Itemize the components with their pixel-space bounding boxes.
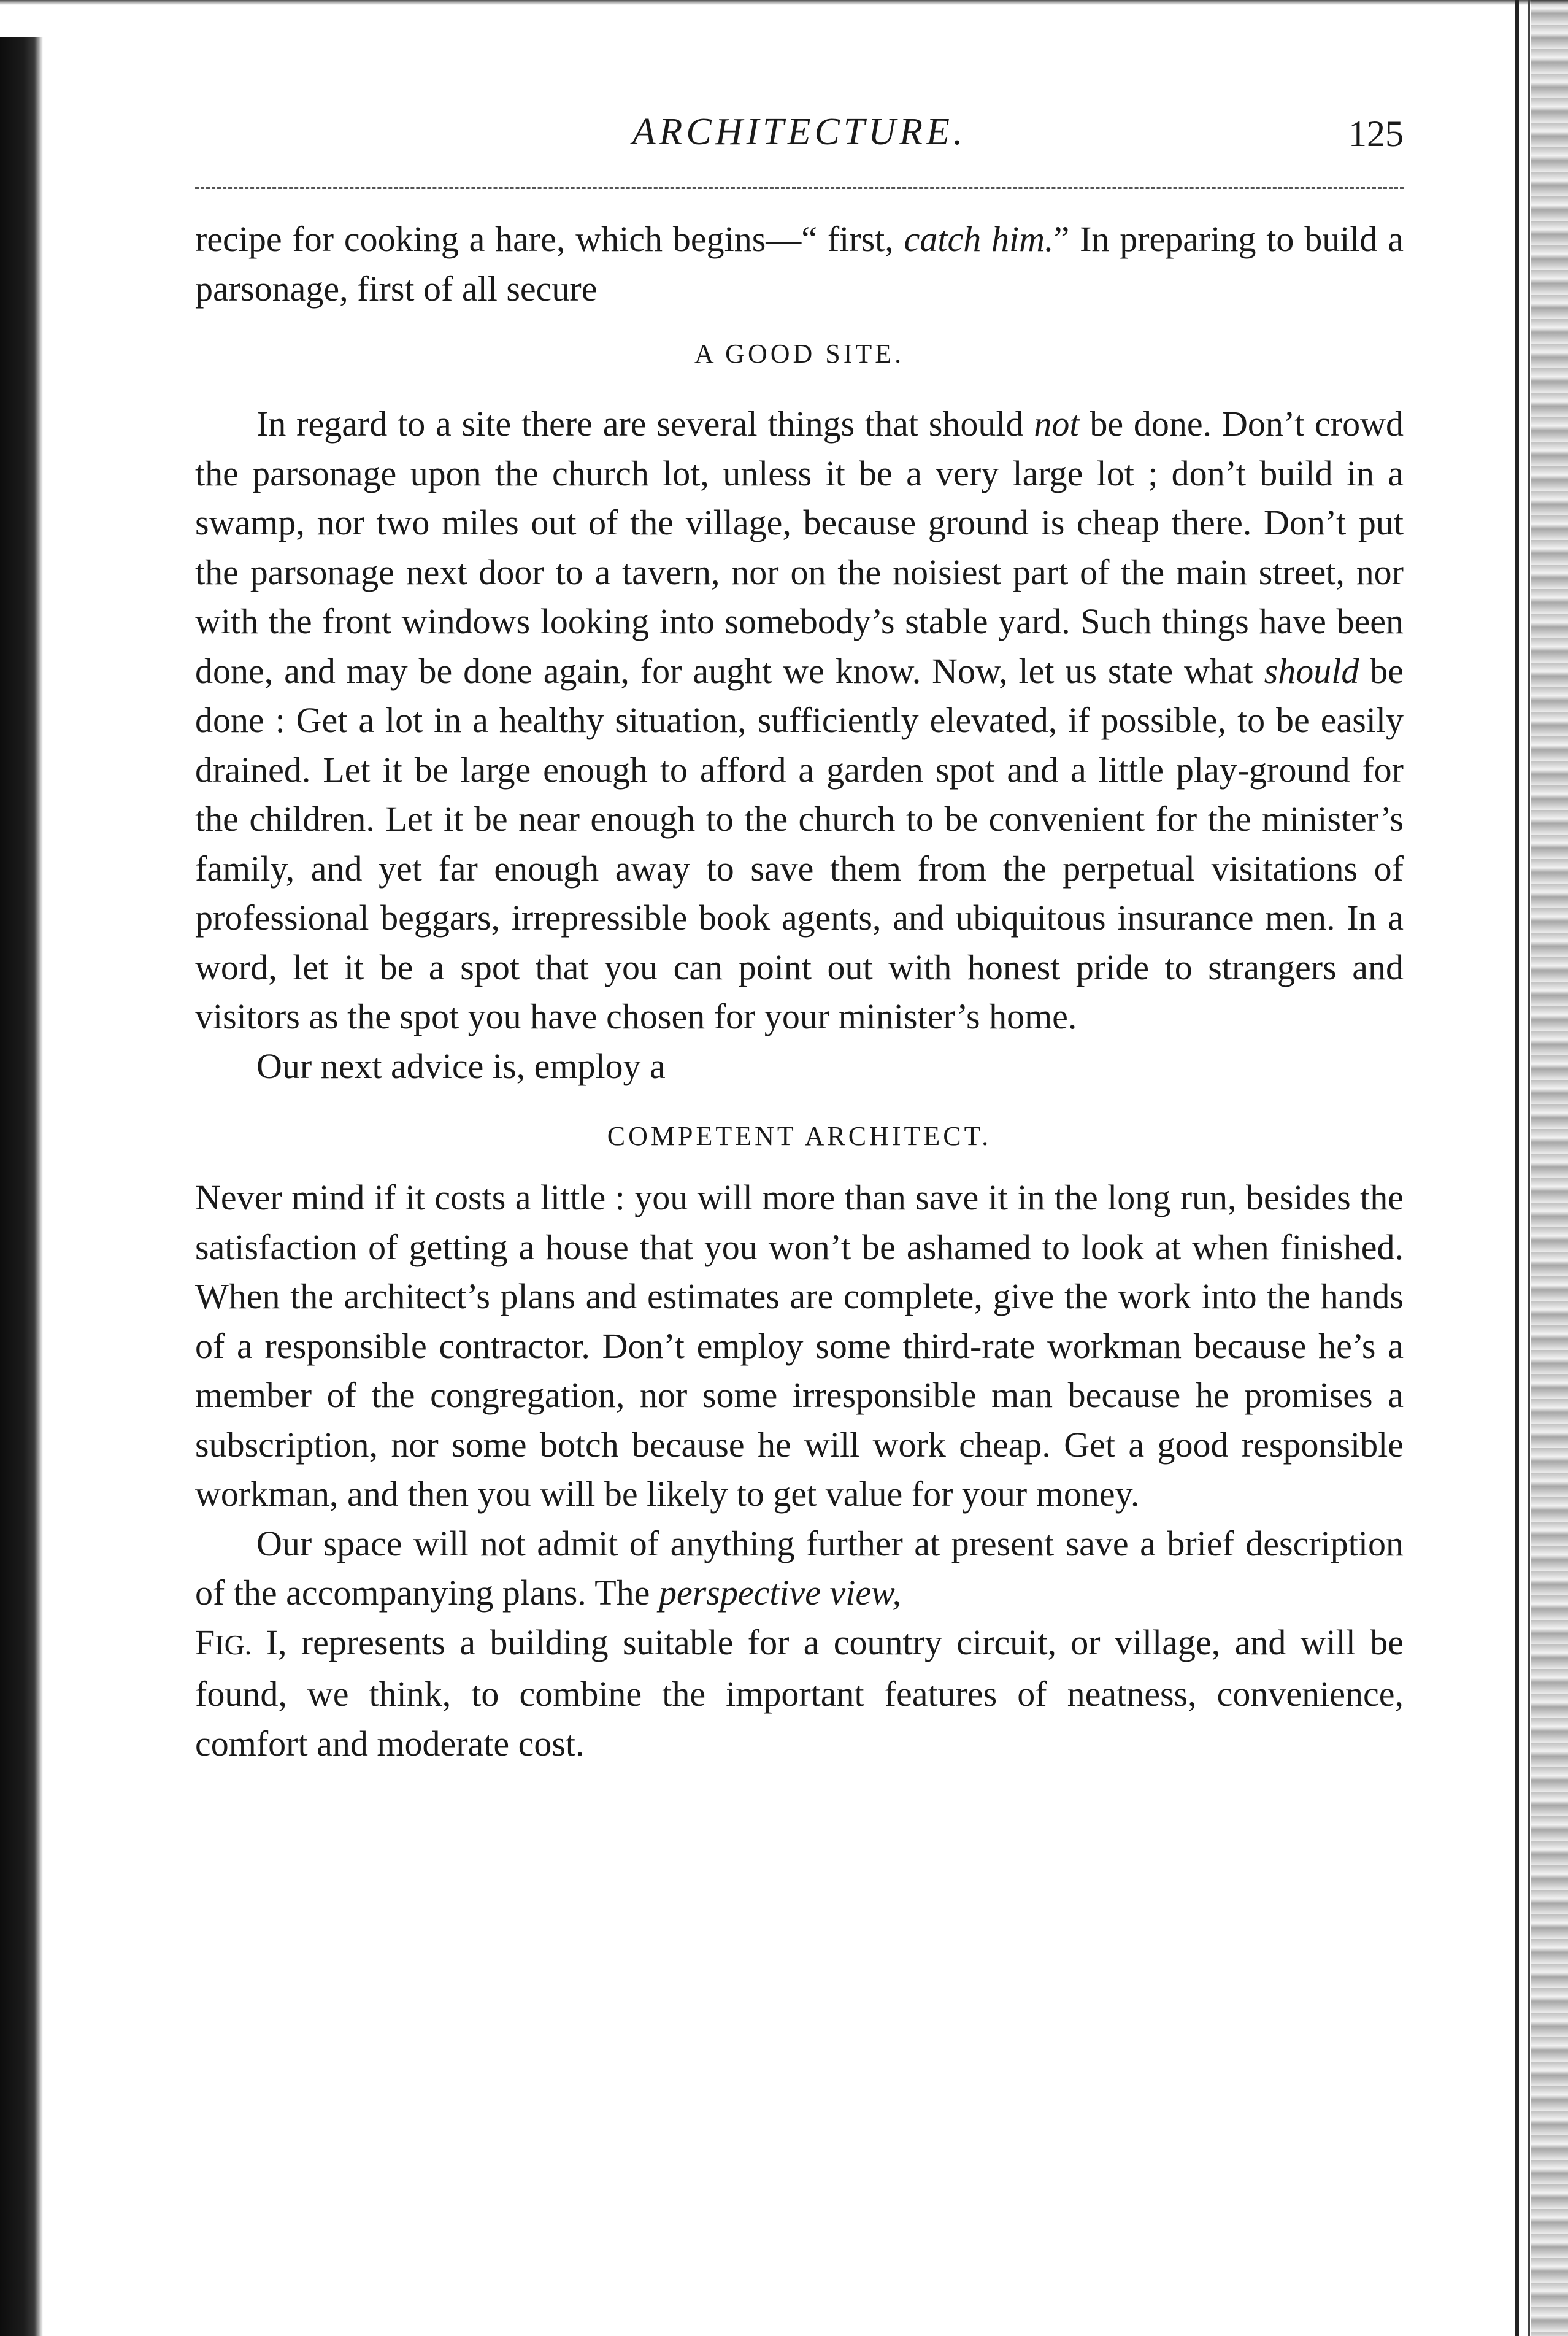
figure-ref-first: F xyxy=(195,1622,215,1662)
figure-ref-rest: IG. xyxy=(215,1629,252,1660)
section-heading-good-site: A GOOD SITE. xyxy=(694,339,905,369)
paragraph-opening-text-a: recipe for cooking a hare, which begins—“ first, xyxy=(195,219,904,259)
scan-binding-edge xyxy=(0,37,43,2336)
paragraph-site-italic-should: should xyxy=(1264,650,1359,691)
scan-top-edge xyxy=(0,0,1568,5)
paragraph-plans-text-d: I, represents a building suitable for a country circuit, or village, and will be found, we think, to combine the important features of neatness, convenience, comfort and moderate cost. xyxy=(195,1622,1404,1764)
paragraph-site-text-e: be done : Get a lot in a healthy situation, sufficiently elevated, if possible, to be easily drained. Let it be large enough to afford a garden spot and a little play-ground for the children. Let it be near enough to the church to be convenient for the minister’s family, and yet far enough away to save them from the perpetual visitations of professional beggars, irrepressible book agents, and ubiquitous insurance men. In a word, let it be a spot that you can point out with honest pride to strangers and visitors as the spot you have chosen for your minister’s home. xyxy=(195,650,1404,1036)
paragraph-next-advice: Our next advice is, employ a xyxy=(256,1046,666,1086)
paragraph-opening xyxy=(195,215,1404,314)
paragraph-plans xyxy=(195,1519,1404,1769)
scan-right-edge xyxy=(1531,0,1568,2336)
book-page xyxy=(195,110,1404,1768)
scan-right-rule-secondary xyxy=(1528,0,1530,2336)
page-number: 125 xyxy=(1348,114,1404,154)
running-title: ARCHITECTURE. xyxy=(632,111,967,153)
header-rule xyxy=(195,187,1404,189)
scan-right-rule xyxy=(1515,0,1519,2336)
running-head xyxy=(195,110,1404,178)
body-text xyxy=(195,215,1404,1768)
section-heading-architect: COMPETENT ARCHITECT. xyxy=(607,1121,992,1151)
paragraph-architect: Never mind if it costs a little : you will more than save it in the long run, besides the satisfaction of getting a house that you won’t be ashamed to look at when finished. When the architect’s plans and estimates are complete, give the work into the hands of a responsible contractor. Don’t employ some third-rate workman because he’s a member of the congregation, nor some irresponsible man because he promises a subscription, nor some botch because he will work cheap. Get a good responsible workman, and then you will be likely to get value for your money. xyxy=(195,1178,1404,1514)
paragraph-opening-italic: catch him. xyxy=(904,219,1054,259)
paragraph-opening-text-c: ” In preparing to build a parsonage, first of all secure xyxy=(195,219,1404,309)
paragraph-plans-text-a: Our space will not admit of anything further at present save a brief description of the accompanying plans. The xyxy=(195,1523,1404,1613)
paragraph-plans-italic: perspective view, xyxy=(658,1573,902,1613)
paragraph-site xyxy=(195,399,1404,1042)
paragraph-site-text-a: In regard to a site there are several things that should xyxy=(256,404,1034,444)
paragraph-site-italic-not: not xyxy=(1034,404,1080,444)
paragraph-site-text-c: be done. Don’t crowd the parsonage upon the church lot, unless it be a very large lot ; don’t build in a swamp, nor two miles out of the village, because ground is cheap there. Don’t put the parsonage next door to a tavern, nor on the noisiest part of the main street, nor with the front windows looking into somebody’s stable yard. Such things have been done, and may be done again, for aught we know. Now, let us state what xyxy=(195,404,1404,691)
